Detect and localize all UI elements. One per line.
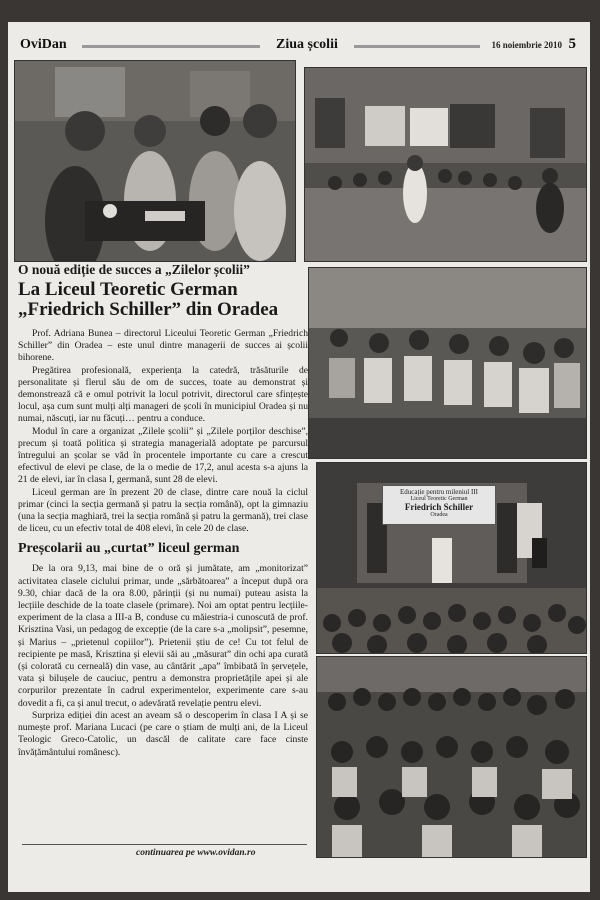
article-kicker: O nouă ediție de succes a „Zilelor școlii” (18, 262, 250, 277)
issue-date: 16 noiembrie 2010 (491, 40, 562, 50)
photo-children-experiment (14, 60, 296, 262)
banner-line4: Oradea (430, 512, 448, 518)
stage-banner (382, 485, 496, 525)
article-paragraph: Modul în care a organizat „Zilele școlii” și „Zilele porților deschise”, precum și toată politica și strategia managerială adoptate pe parcursul întregului an școlar se văd în procentele importante cu care a crescut efectivul de elevi pe clase, de la o medie de 17,2, anul acesta s-a ajuns la 21 de elevi, iar în clasa I, germană, sunt 28 de elevi. (18, 425, 308, 486)
headline-line1: La Liceul Teoretic German (18, 279, 238, 300)
photo-audience-crowd (316, 656, 587, 858)
header-rule-left (82, 45, 260, 48)
page-number: 5 (568, 36, 576, 52)
article-subheading: Preșcolarii au „curtat” liceul german (18, 541, 240, 557)
banner-line3: Friedrich Schiller (404, 502, 474, 512)
article-paragraph: De la ora 9,13, mai bine de o oră și jumătate, am „monitorizat” activitatea clasele ciclului primar, unde „sărbătoarea” a început după ora 9.30, chiar dacă de la ora 8.00, părinții (și nu numai) puteau asista la lecțiile deschide de la toate clasele (primare). Noi am optat pentru lecțiile-experiment de la clasa a III-a B, conduse cu măiestria-i cunoscută de prof. Krisztina Vasi, un pedagog de excepție (de la care s-a „molipsit”, pesemne, și Marius – „prietenul copiilor”). Prietenii știu de ce! Cu tot felul de recipiente pe masă, Krisztina și elevii săi au „măsurat” din ochi apa curată (și colorată cu cerneală) din vase, au cântărit „apa” îmbibată în șervețele, vata și bilușele de cauciuc, pentru a demonstra proprietățile apei și ale corpurilor prezentate în cadrul experimentelor, experimente care s-au dovedit a fi, ca și anul trecut, o adevărată revelație pentru elevi. (18, 563, 308, 709)
page-header (20, 37, 576, 55)
newspaper-brand: OviDan (20, 37, 67, 52)
photo-classroom-circle (304, 67, 587, 262)
photo-children-seated (308, 267, 587, 459)
article-paragraph: Pregătirea profesională, experiența la catedră, trăsăturile de personalitate și flerul său de om de succes, toate au demonstrat și demonstrează că e omul potrivit la locul potrivit, directorul care sfințește locul, așa cum sunt mulți alți manageri de școli în municipiul Oradea și nu numai, născuți, iar nu făcuți… pentru a conduce. (18, 364, 308, 425)
continuation-rule (22, 844, 307, 845)
article-paragraph: Surpriza ediției din acest an aveam să o descoperim în clasa I A și se numește prof. Mariana Lucaci (pe care o știam de mulți ani, de la Liceul Teologic Greco-Catolic, un dascăl de calitate care face cinste învățământului românesc). (18, 709, 308, 758)
article-headline (18, 280, 308, 320)
continuation-link[interactable]: continuarea pe www.ovidan.ro (136, 848, 256, 858)
banner-line1: Educație pentru mileniul III (400, 488, 478, 496)
headline-line2: „Friedrich Schiller” din Oradea (18, 299, 279, 320)
section-title: Ziua școlii (276, 37, 338, 52)
newspaper-page (8, 22, 590, 892)
article-paragraph: Prof. Adriana Bunea – directorul Liceului Teoretic German „Friedrich Schiller” din Oradea – este unul dintre managerii de succes ai școlii bihorene. (18, 328, 308, 364)
article-body (18, 262, 308, 759)
header-rule-right (354, 45, 480, 48)
banner-line2: Liceul Teoretic German (410, 496, 468, 502)
article-paragraph: Liceul german are în prezent 20 de clase, dintre care nouă la ciclul primar (cinci la secția germană și patru la secția română), opt la gimnaziu (una la secția maghiară, trei la secția română și patru la germană), trei clase de liceu, cu un efectiv total de 408 elevi, în cele 20 de clase. (18, 486, 308, 535)
